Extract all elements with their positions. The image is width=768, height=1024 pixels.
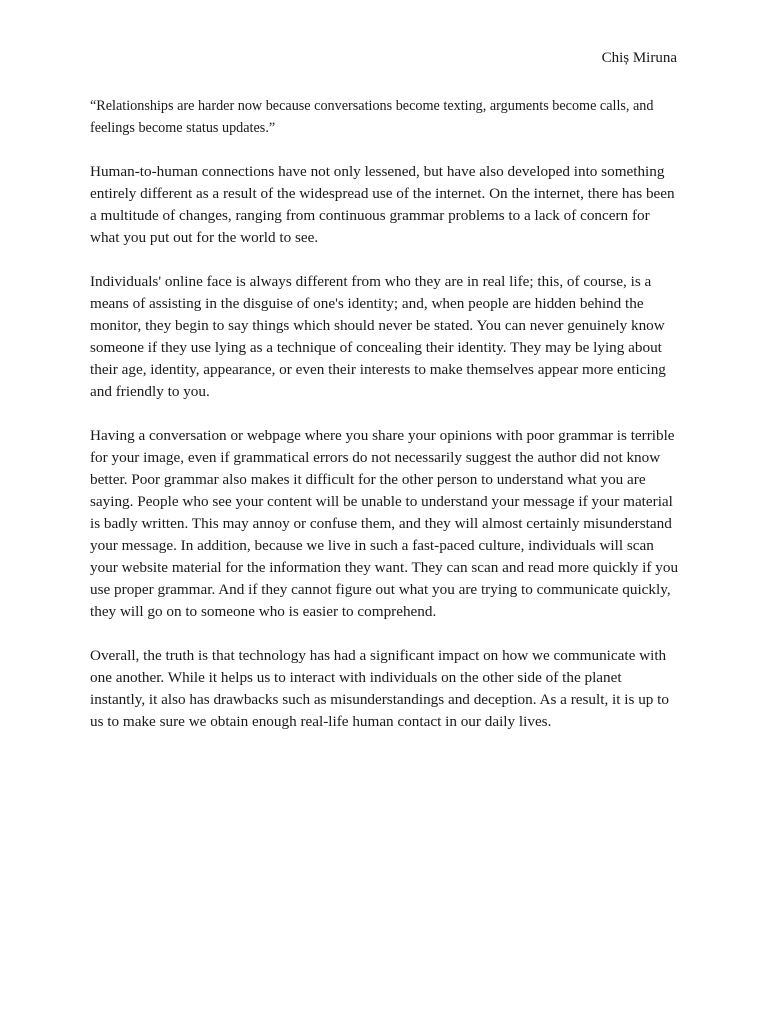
paragraph-2: Individuals' online face is always different from who they are in real life; this, of course, is a means of assisting in the disguise of one's identity; and, when people are hidden behind the monitor, they begin to say things which should never be stated. You can never genuinely know someone if they use lying as a technique of concealing their identity. They may be lying about their age, identity, appearance, or even their interests to make themselves appear more enticing and friendly to you. <box>90 273 666 400</box>
paragraph-4: Overall, the truth is that technology has had a significant impact on how we communicate with one another. While it helps us to interact with individuals on the other side of the planet instantly, it also has drawbacks such as misunderstandings and deception. As a result, it is up to us to make sure we obtain enough real-life human contact in our daily lives. <box>90 647 669 730</box>
paragraph-3: Having a conversation or webpage where you share your opinions with poor grammar is terrible for your image, even if grammatical errors do not necessarily suggest the author did not know better. Poor grammar also makes it difficult for the other person to understand what you are saying. People who see your content will be unable to understand your message if your material is badly written. This may annoy or confuse them, and they will almost certainly misunderstand your message. In addition, because we live in such a fast-paced culture, individuals will scan your website material for the information they want. They can scan and read more quickly if you use proper grammar. And if they cannot figure out what you are trying to communicate quickly, they will go on to someone who is easier to comprehend. <box>90 427 679 620</box>
author-name: Chiș Miruna <box>601 50 677 66</box>
paragraph-1: Human-to-human connections have not only lessened, but have also developed into something entirely different as a result of the widespread use of the internet. On the internet, there has been a multitude of changes, ranging from continuous grammar problems to a lack of concern for what you put out for the world to see. <box>90 163 675 246</box>
opening-quote: “Relationships are harder now because conversations become texting, arguments become calls, and feelings become status updates.” <box>90 98 654 136</box>
document-body <box>90 95 680 755</box>
